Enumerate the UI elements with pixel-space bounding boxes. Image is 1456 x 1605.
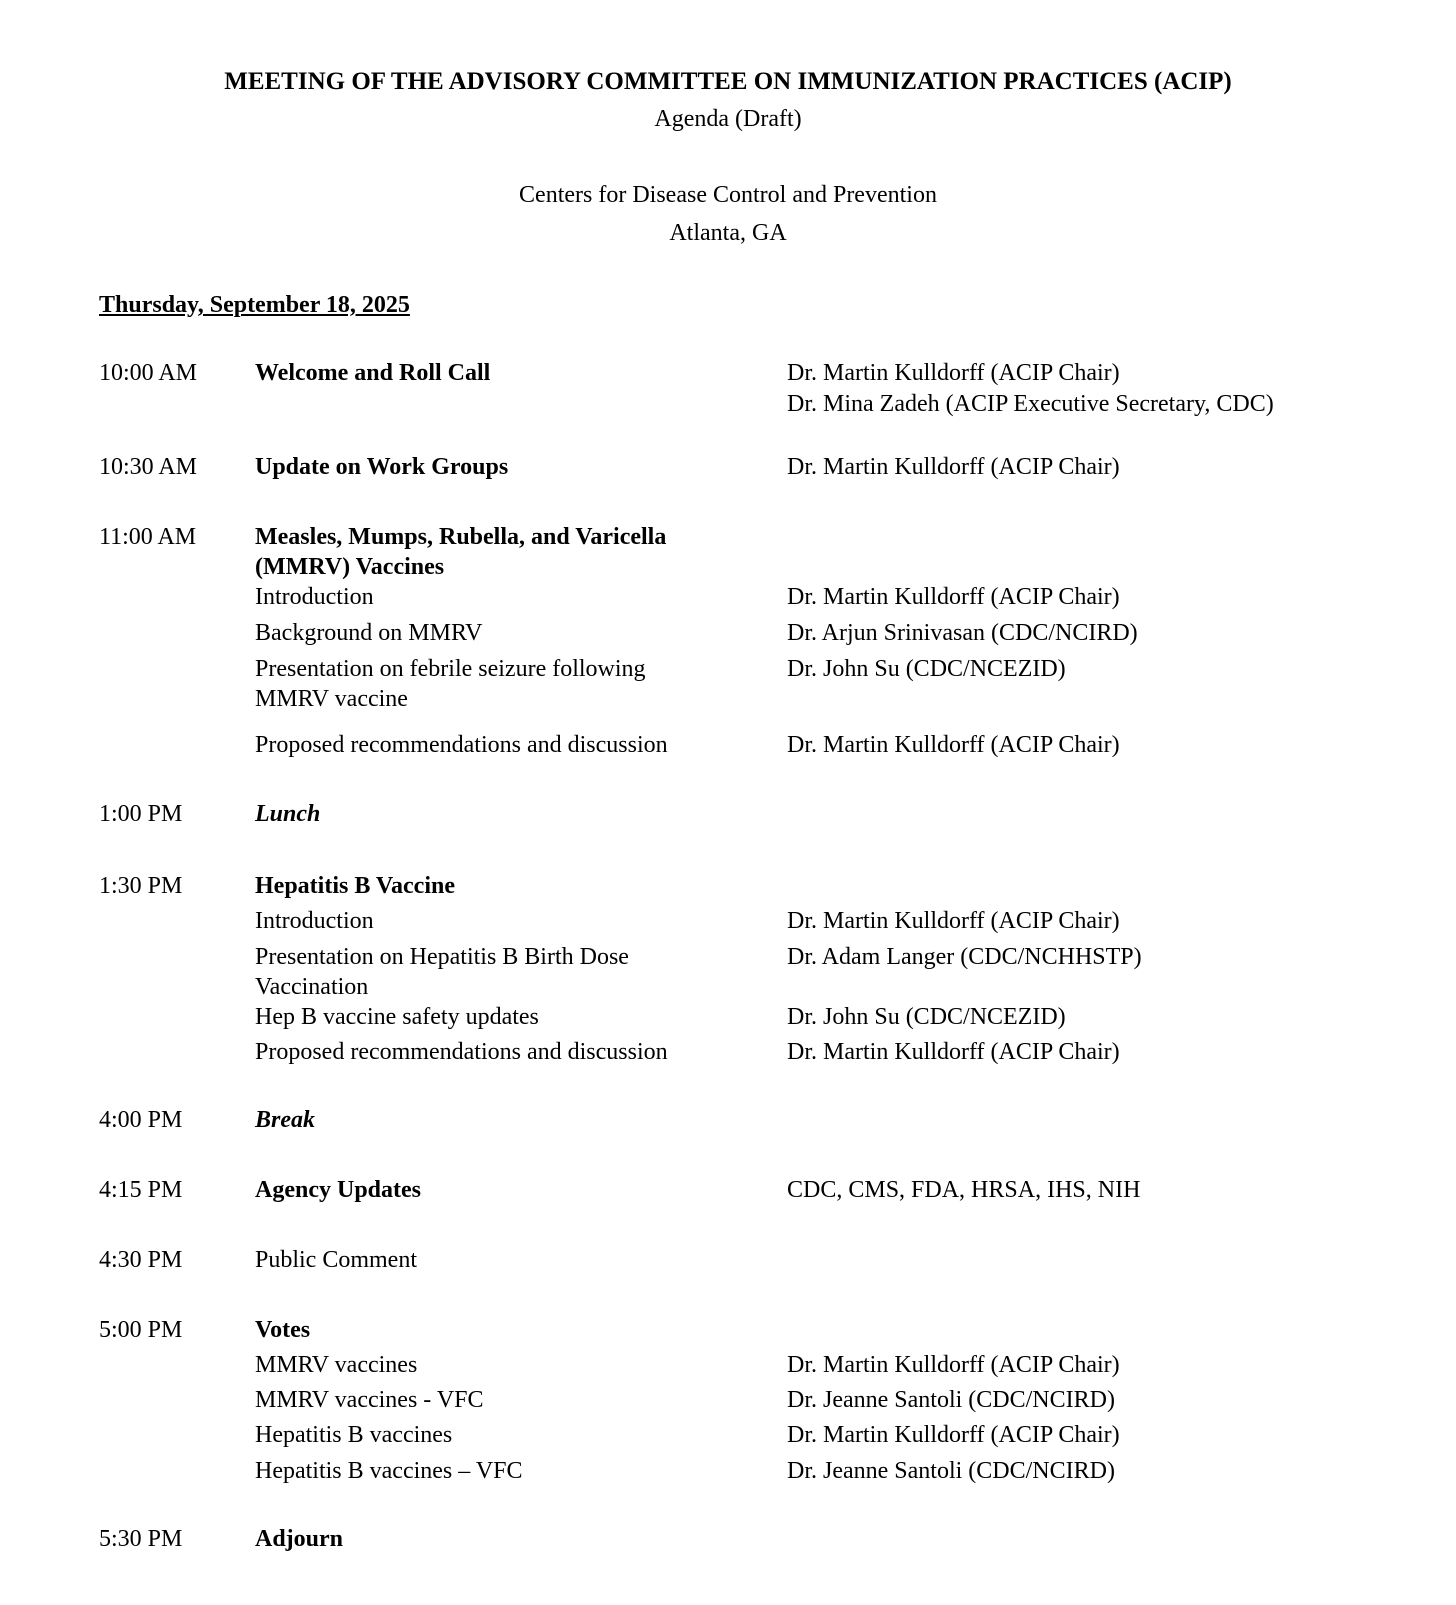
- subitem-label: Presentation on febrile seizure following MMRV vaccine: [255, 656, 646, 712]
- agenda-speaker: Dr. Mina Zadeh (ACIP Executive Secretary, CDC): [787, 391, 1274, 417]
- agenda-time: 10:00 AM: [99, 360, 198, 386]
- document-title: MEETING OF THE ADVISORY COMMITTEE ON IMMUNIZATION PRACTICES (ACIP): [224, 68, 1232, 95]
- subitem-label: Introduction: [255, 908, 374, 934]
- subitem-label: Proposed recommendations and discussion: [255, 732, 668, 758]
- agenda-time: 10:30 AM: [99, 454, 198, 480]
- subitem-label: MMRV vaccines: [255, 1352, 418, 1378]
- agenda-speaker: CDC, CMS, FDA, HRSA, IHS, NIH: [787, 1177, 1141, 1203]
- subitem-label: Presentation on Hepatitis B Birth Dose Vaccination: [255, 944, 629, 1000]
- agenda-time: 4:00 PM: [99, 1107, 183, 1133]
- subitem-speaker: Dr. Adam Langer (CDC/NCHHSTP): [787, 944, 1142, 970]
- agenda-topic: Adjourn: [255, 1526, 344, 1552]
- subitem-label: MMRV vaccines - VFC: [255, 1387, 484, 1413]
- subitem-speaker: Dr. John Su (CDC/NCEZID): [787, 656, 1066, 682]
- agenda-time: 5:30 PM: [99, 1526, 183, 1552]
- meeting-date: Thursday, September 18, 2025: [99, 292, 410, 318]
- subitem-speaker: Dr. Arjun Srinivasan (CDC/NCIRD): [787, 620, 1138, 646]
- subitem-speaker: Dr. John Su (CDC/NCEZID): [787, 1004, 1066, 1030]
- subitem-speaker: Dr. Martin Kulldorff (ACIP Chair): [787, 584, 1120, 610]
- subitem-label: Proposed recommendations and discussion: [255, 1039, 668, 1065]
- subitem-speaker: Dr. Martin Kulldorff (ACIP Chair): [787, 1422, 1120, 1448]
- subitem-speaker: Dr. Jeanne Santoli (CDC/NCIRD): [787, 1458, 1115, 1484]
- document-subtitle: Agenda (Draft): [654, 106, 802, 132]
- agenda-time: 11:00 AM: [99, 524, 197, 550]
- agenda-topic: Hepatitis B Vaccine: [255, 873, 456, 899]
- organization-name: Centers for Disease Control and Prevention: [519, 182, 937, 208]
- subitem-label: Hepatitis B vaccines: [255, 1422, 453, 1448]
- subitem-label: Hepatitis B vaccines – VFC: [255, 1458, 523, 1484]
- agenda-time: 4:30 PM: [99, 1247, 183, 1273]
- subitem-speaker: Dr. Martin Kulldorff (ACIP Chair): [787, 908, 1120, 934]
- agenda-topic: Measles, Mumps, Rubella, and Varicella (MMRV) Vaccines: [255, 524, 667, 580]
- agenda-topic: Welcome and Roll Call: [255, 360, 491, 386]
- agenda-time: 1:30 PM: [99, 873, 183, 899]
- meeting-location: Atlanta, GA: [669, 220, 787, 246]
- subitem-speaker: Dr. Martin Kulldorff (ACIP Chair): [787, 1039, 1120, 1065]
- agenda-topic: Break: [255, 1107, 315, 1133]
- agenda-topic: Lunch: [255, 801, 321, 827]
- subitem-label: Introduction: [255, 584, 374, 610]
- agenda-speaker: Dr. Martin Kulldorff (ACIP Chair): [787, 360, 1120, 386]
- agenda-topic: Votes: [255, 1317, 311, 1343]
- agenda-topic: Update on Work Groups: [255, 454, 509, 480]
- agenda-topic: Public Comment: [255, 1247, 417, 1273]
- subitem-speaker: Dr. Martin Kulldorff (ACIP Chair): [787, 732, 1120, 758]
- subitem-speaker: Dr. Jeanne Santoli (CDC/NCIRD): [787, 1387, 1115, 1413]
- agenda-time: 4:15 PM: [99, 1177, 183, 1203]
- subitem-label: Hep B vaccine safety updates: [255, 1004, 539, 1030]
- agenda-speaker: Dr. Martin Kulldorff (ACIP Chair): [787, 454, 1120, 480]
- agenda-time: 1:00 PM: [99, 801, 183, 827]
- subitem-speaker: Dr. Martin Kulldorff (ACIP Chair): [787, 1352, 1120, 1378]
- agenda-time: 5:00 PM: [99, 1317, 183, 1343]
- agenda-topic: Agency Updates: [255, 1177, 421, 1203]
- subitem-label: Background on MMRV: [255, 620, 483, 646]
